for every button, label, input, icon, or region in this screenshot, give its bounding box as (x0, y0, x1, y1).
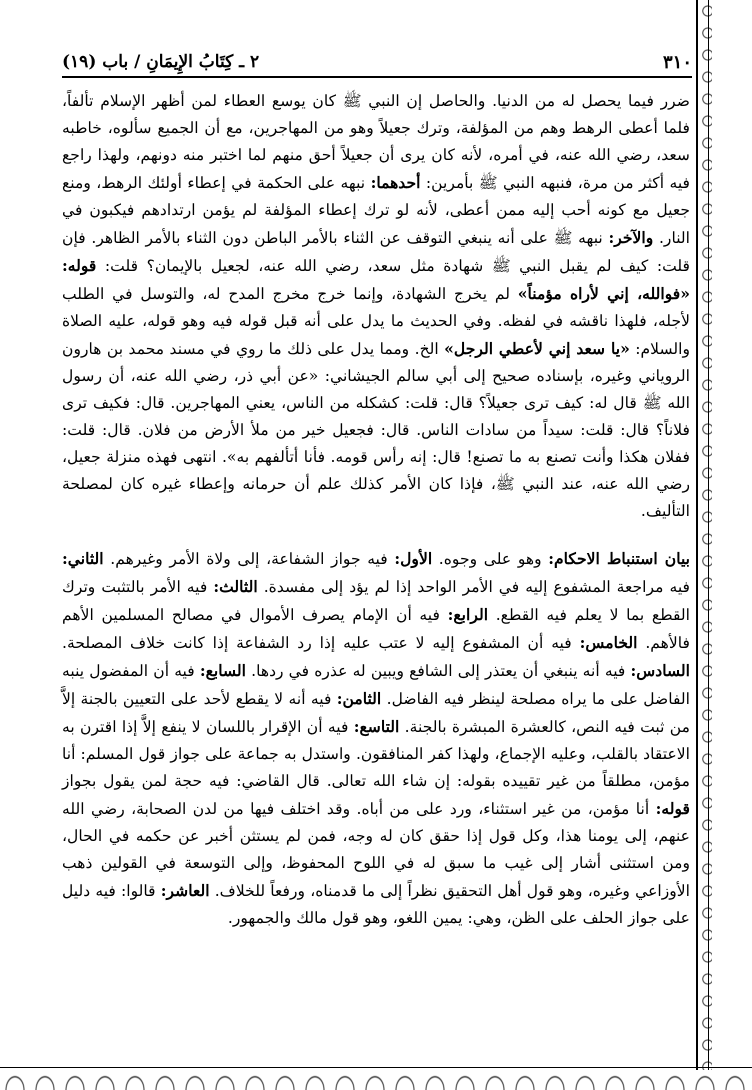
bold-heading-segment: التاسع: (353, 717, 400, 736)
page-header (62, 48, 692, 78)
bold-heading-segment: العاشر: (160, 881, 210, 900)
bold-heading-segment: الخامس: (579, 633, 638, 652)
bold-heading-segment: الرابع: (447, 605, 489, 624)
text-segment: نبهه على الحكمة في إعطاء أولئك الرهط، ومنع جعيل مع كونه أحب إليه ممن أعطى، لأنه لو ترك إعطاء المؤلفة لم يؤمن ارتدادهم فيكبون في النار. (62, 174, 690, 247)
text-segment: الخ. ومما يدل على ذلك ما روي في مسند محمد بن هارون الروياني وغيره، بإسناده صحيح إلى أبي سالم الجيشاني: «عن أبي ذر، رضي الله عنه، أن رسول الله ﷺ قال له: كيف ترى جعيلاً؟ قال: قلت: كشكله من الناس، يعني المهاجرين. قال: فكيف ترى فلاناً؟ قال: قلت: سيداً من سادات الناس. قال: فجعيل خير من ملأ الأرض من فلان. قال: قلت: ففلان هكذا وأنت تصنع به ما تصنع! قال: إنه رأس قومه. فأنا أتألفهم به». انتهى فهذه منزلة جعيل، رضي الله عنه، عند النبي ﷺ، فإذا كان الأمر كذلك علم أن حرمانه وإعطاء غيره كان لمصلحة التأليف. (62, 340, 690, 520)
text-segment: لم يخرج الشهادة، وإنما خرج مخرج المدح له، والتوسل في الطلب لأجله، فلهذا ناقشه في لفظه. وفي الحديث ما يدل على أنه قبل قوله فيه وهو قوله، عليه الصلاة والسلام: (62, 285, 690, 358)
decorative-bottom-border (0, 1067, 752, 1090)
bold-heading-segment: بيان استنباط الاحكام: (548, 549, 690, 568)
decorative-side-border (696, 0, 750, 1070)
text-segment: نبهه ﷺ على أنه ينبغي التوقف عن الثناء بالأمر الباطن دون الثناء بالأمر الظاهر. فإن قلت: كيف لم يقبل النبي ﷺ شهادة مثل سعد، رضي الله عنه، لجعيل بالإيمان؟ قلت: (62, 229, 690, 275)
page-body (62, 88, 690, 932)
bold-heading-segment: الثامن: (336, 689, 382, 708)
bold-heading-segment: قوله: (655, 799, 690, 818)
bold-heading-segment: السابع: (199, 661, 246, 680)
bold-heading-segment: «يا سعد إني لأعطي الرجل» (444, 339, 630, 358)
page-number: ٣١٠ (662, 51, 692, 73)
commentary-paragraph (62, 88, 690, 525)
text-segment: فيه أن المفضول ينبه الفاضل على ما يراه مصلحة لينظر فيه الفاضل. (62, 662, 691, 708)
text-segment: فيه مراجعة المشفوع إليه في الأمر الواحد إذا لم يؤد إلى مفسدة. (257, 578, 690, 596)
text-segment: فيه أن الإقرار باللسان لا ينفع إلاَّ إذا اقترن به الاعتقاد بالقلب، وعليه الإجماع، ولهذا كفر المنافقون. واستدل به جماعة على جواز قول المسلم: أنا مؤمن، مطلقاً من غير تقييده بقوله: إن شاء الله تعالى. قال القاضي: فيه حجة لمن يقول بجواز (62, 718, 690, 790)
bold-heading-segment: الثالث: (213, 577, 258, 596)
bold-heading-segment: السادس: (630, 661, 690, 680)
text-segment: فيه جواز الشفاعة، إلى ولاة الأمر وغيرهم. (103, 550, 395, 568)
text-segment: ضرر فيما يحصل له من الدنيا. والحاصل إن النبي ﷺ كان يوسع العطاء لمن أظهر الإسلام تألفاً، فلما أعطى الرهط وهم من المؤلفة، وترك جعيلاً وهو من المهاجرين، مع أن الجميع سألوه، خاطبه سعد، رضي الله عنه، في أمره، لأنه كان يرى أن جعيلاً أحق منهم لما اختبر منه دونهم، ولهذا راجع فيه أكثر من مرة، فنبهه النبي ﷺ بأمرين: (62, 92, 690, 192)
text-segment: فيه الأمر بالتثبت وترك القطع بما لا يعلم فيه القطع. (62, 578, 690, 624)
text-segment: فيه أن الإمام يصرف الأموال في مصالح المسلمين الأهم فالأهم. (62, 606, 691, 652)
text-segment: وهو على وجوه. (432, 550, 549, 568)
text-segment: فيه أنه ينبغي أن يعتذر إلى الشافع ويبين له عذره في ردها. (246, 662, 631, 680)
running-title: ٢ ـ كِتَابُ الإِيمَانِ / باب (١٩) (62, 52, 260, 72)
text-segment: أنا مؤمن، من غير استثناء، ورد على من أباه. وقد اختلف فيها من لدن الصحابة، رضي الله عنهم، إلى يومنا هذا، وكل قول إذا حقق كان له وجه، فمن لم يستثن أخبر عن حكمه في الحال، ومن استثنى أشار إلى غيب ما سبق له في اللوح المحفوظ، وإلى التوسعة في القولين ذهب الأوزاعي وغيره، وهو قول أهل التحقيق نظراً إلى ما قدمناه، ورفعاً للخلاف. (62, 800, 690, 900)
text-segment: فيه أن المشفوع إليه لا عتب عليه إذا رد الشفاعة إذا كانت خلاف المصلحة. (62, 634, 580, 652)
bold-heading-segment: الثاني: (62, 549, 104, 568)
bold-heading-segment: قوله: «فوالله، إني لأراه مؤمناً» (62, 256, 690, 303)
text-segment: فيه أنه لا يقطع لأحد على التعيين بالجنة إلاَّ من ثبت فيه النص، كالعشرة المبشرة بالجنة. (62, 690, 690, 736)
rulings-paragraph (62, 545, 690, 932)
bold-heading-segment: والآخر: (608, 228, 654, 247)
bold-heading-segment: أحدهما: (370, 173, 421, 192)
bold-heading-segment: الأول: (394, 549, 433, 568)
text-segment: قالوا: فيه دليل على جواز الحلف على الظن، وهي: يمين اللغو، وهو قول مالك والجمهور. (62, 882, 690, 927)
